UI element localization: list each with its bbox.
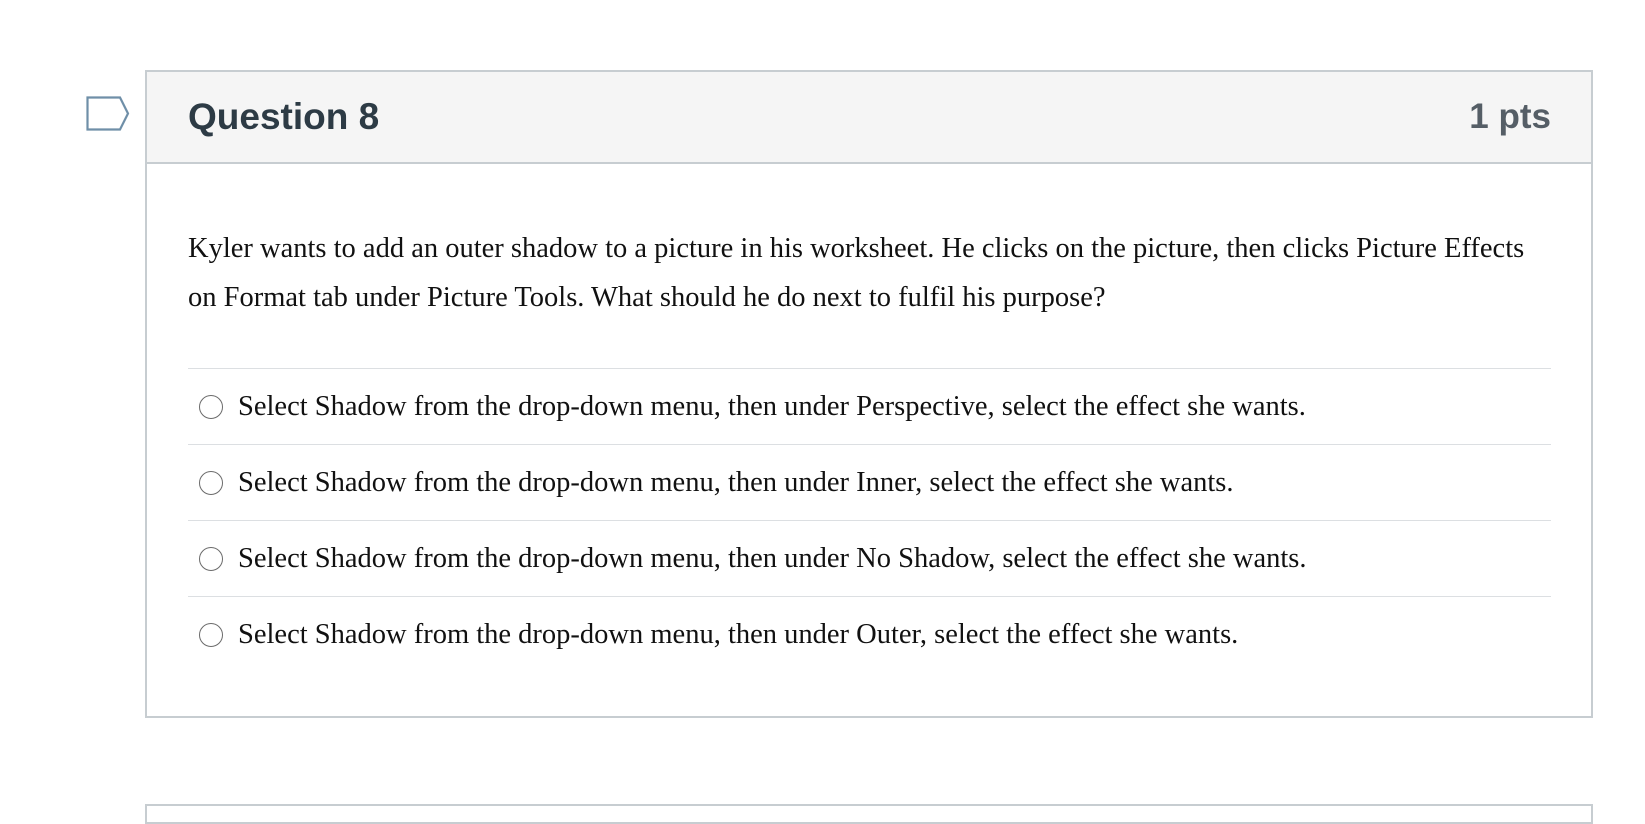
answer-label: Select Shadow from the drop-down menu, then under Perspective, select the effect she wants. bbox=[238, 390, 1306, 422]
radio-button[interactable] bbox=[199, 395, 223, 419]
answer-option-4[interactable] bbox=[188, 597, 1551, 673]
answer-list bbox=[188, 368, 1551, 673]
radio-button[interactable] bbox=[199, 471, 223, 495]
question-body bbox=[147, 164, 1591, 673]
question-text: Kyler wants to add an outer shadow to a picture in his worksheet. He clicks on the picture, then clicks Picture Effects on Format tab under Picture Tools. What should he do next to fulfil his purpose? bbox=[188, 233, 1525, 313]
question-title: Question 8 bbox=[188, 96, 380, 137]
question-card bbox=[145, 70, 1593, 718]
answer-option-1[interactable] bbox=[188, 369, 1551, 445]
radio-button[interactable] bbox=[199, 623, 223, 647]
answer-label: Select Shadow from the drop-down menu, then under No Shadow, select the effect she wants. bbox=[238, 542, 1307, 574]
question-header bbox=[147, 72, 1591, 164]
question-points: 1 pts bbox=[1469, 97, 1551, 136]
answer-label: Select Shadow from the drop-down menu, then under Outer, select the effect she wants. bbox=[238, 619, 1239, 650]
next-question-card bbox=[145, 804, 1593, 824]
answer-option-2[interactable] bbox=[188, 445, 1551, 521]
flag-question-icon[interactable] bbox=[86, 96, 130, 132]
answer-option-3[interactable] bbox=[188, 521, 1551, 597]
answer-label: Select Shadow from the drop-down menu, then under Inner, select the effect she wants. bbox=[238, 466, 1234, 498]
radio-button[interactable] bbox=[199, 547, 223, 571]
